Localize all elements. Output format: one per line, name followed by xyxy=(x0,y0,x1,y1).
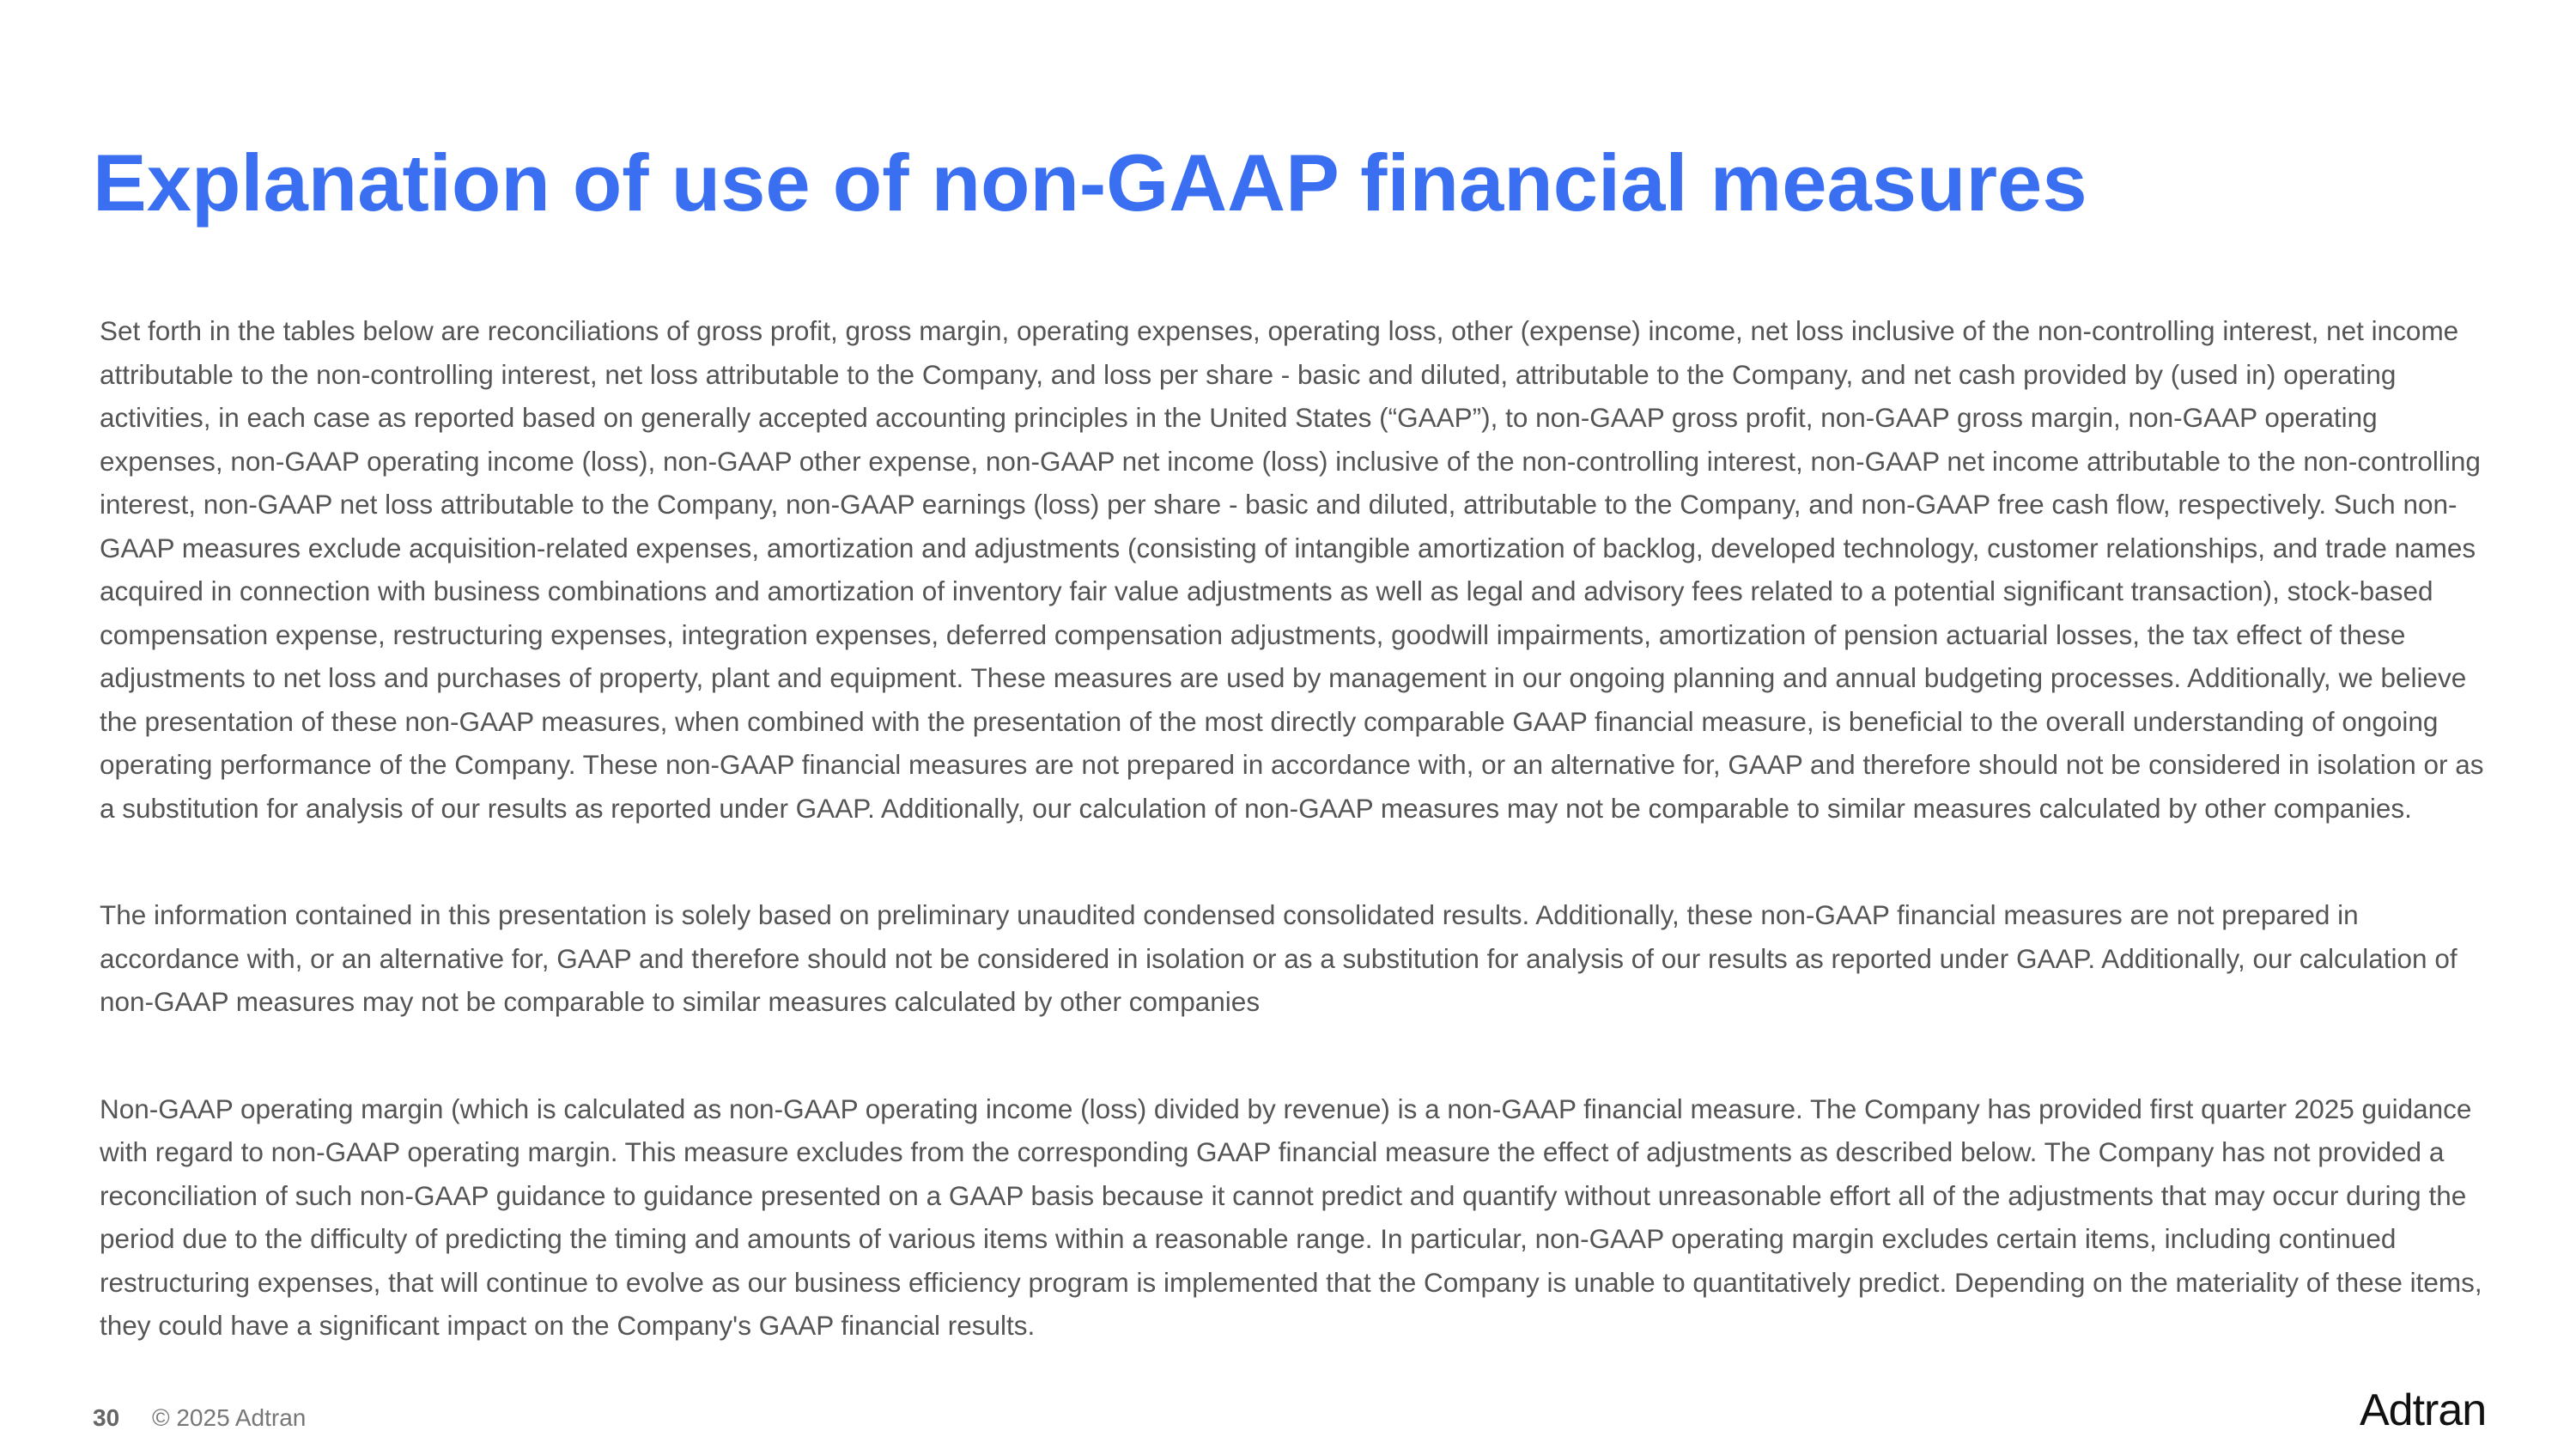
slide-title: Explanation of use of non-GAAP financial measures xyxy=(93,137,2087,228)
slide-body xyxy=(100,309,2504,1348)
footer xyxy=(93,1403,306,1433)
body-paragraph-operating-margin: Non-GAAP operating margin (which is calculated as non-GAAP operating income (loss) divided by revenue) is a non-GAAP financial measure. The Company has provided first quarter 2025 guidance with regard to non-GAAP operating margin. This measure excludes from the corresponding GAAP financial measure the effect of adjustments as described below. The Company has not provided a reconciliation of such non-GAAP guidance to guidance presented on a GAAP basis because it cannot predict and quantify without unreasonable effort all of the adjustments that may occur during the period due to the difficulty of predicting the timing and amounts of various items within a reasonable range. In particular, non-GAAP operating margin excludes certain items, including continued restructuring expenses, that will continue to evolve as our business efficiency program is implemented that the Company is unable to quantitatively predict. Depending on the materiality of these items, they could have a significant impact on the Company's GAAP financial results. xyxy=(100,1093,2482,1341)
copyright-text: © 2025 Adtran xyxy=(151,1404,307,1431)
body-paragraph-reconciliations: Set forth in the tables below are reconciliations of gross profit, gross margin, operating expenses, operating loss, other (expense) income, net loss inclusive of the non-controlling interest, net income attributable to the non-controlling interest, net loss attributable to the Company, and loss per share - basic and diluted, attributable to the Company, and net cash provided by (used in) operating activities, in each case as reported based on generally accepted accounting principles in the United States (“GAAP”), to non-GAAP gross profit, non-GAAP gross margin, non-GAAP operating expenses, non-GAAP operating income (loss), non-GAAP other expense, non-GAAP net income (loss) inclusive of the non-controlling interest, non-GAAP net income attributable to the non-controlling interest, non-GAAP net loss attributable to the Company, non-GAAP earnings (loss) per share - basic and diluted, attributable to the Company, and non-GAAP free cash flow, respectively. Such non-GAAP measures exclude acquisition-related expenses, amortization and adjustments (consisting of intangible amortization of backlog, developed technology, customer relationships, and trade names acquired in connection with business combinations and amortization of inventory fair value adjustments as well as legal and advisory fees related to a potential significant transaction), stock-based compensation expense, restructuring expenses, integration expenses, deferred compensation adjustments, goodwill impairments, amortization of pension actuarial losses, the tax effect of these adjustments to net loss and purchases of property, plant and equipment. These measures are used by management in our ongoing planning and annual budgeting processes. Additionally, we believe the presentation of these non-GAAP measures, when combined with the presentation of the most directly comparable GAAP financial measure, is beneficial to the overall understanding of ongoing operating performance of the Company. These non-GAAP financial measures are not prepared in accordance with, or an alternative for, GAAP and therefore should not be considered in isolation or as a substitution for analysis of our results as reported under GAAP. Additionally, our calculation of non-GAAP measures may not be comparable to similar measures calculated by other companies. xyxy=(100,315,2484,824)
adtran-logo: Adtran xyxy=(2360,1385,2487,1435)
page-number: 30 xyxy=(93,1404,120,1431)
body-paragraph-preliminary-results: The information contained in this presentation is solely based on preliminary unaudited condensed consolidated results. Additionally, these non-GAAP financial measures are not prepared in accordance with, or an alternative for, GAAP and therefore should not be considered in isolation or as a substitution for analysis of our results as reported under GAAP. Additionally, our calculation of non-GAAP measures may not be comparable to similar measures calculated by other companies xyxy=(100,899,2458,1017)
